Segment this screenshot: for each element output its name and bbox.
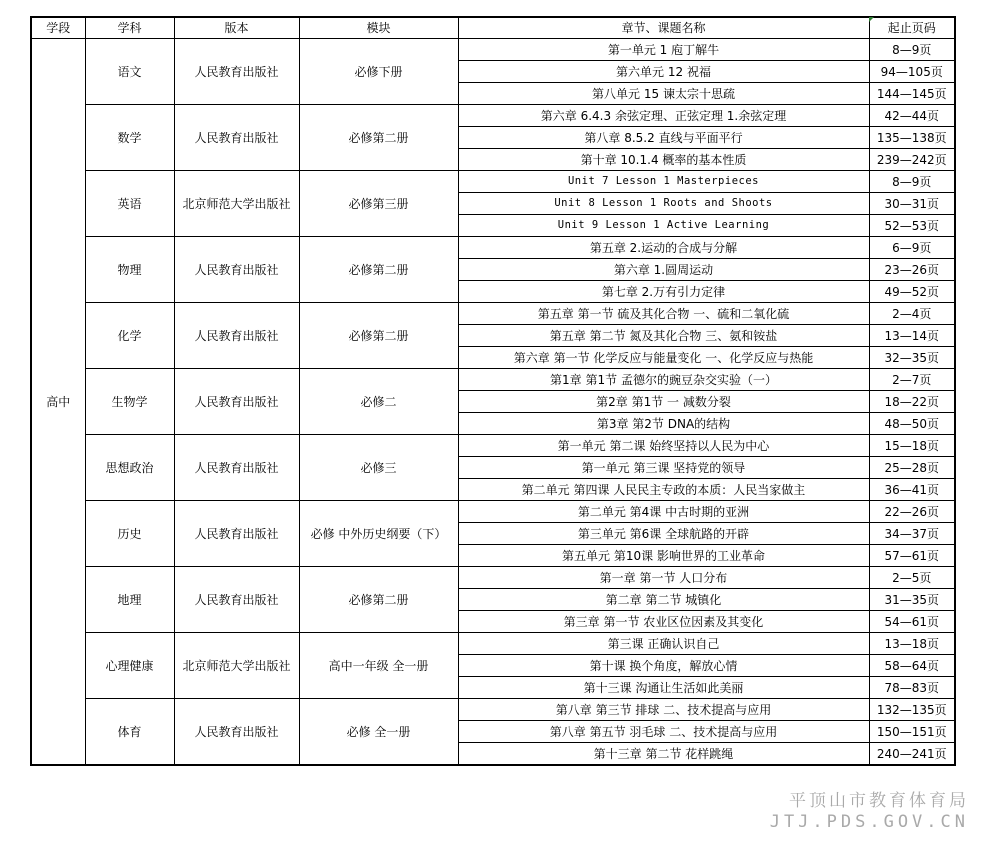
chapter-cell: 第十三课 沟通让生活如此美丽 xyxy=(458,677,869,699)
chapter-cell: 第三课 正确认识自己 xyxy=(458,633,869,655)
module-cell: 必修第二册 xyxy=(299,105,458,171)
chapter-cell: 第1章 第1节 孟德尔的豌豆杂交实验（一） xyxy=(458,369,869,391)
edition-cell: 人民教育出版社 xyxy=(174,105,299,171)
chapter-cell: 第一章 第一节 人口分布 xyxy=(458,567,869,589)
chapter-cell: 第五章 第二节 氮及其化合物 三、氨和铵盐 xyxy=(458,325,869,347)
header-row xyxy=(31,17,955,39)
chapter-cell: 第3章 第2节 DNA的结构 xyxy=(458,413,869,435)
table-row xyxy=(31,105,955,127)
chapter-cell: 第十课 换个角度，解放心情 xyxy=(458,655,869,677)
pages-cell: 8—9页 xyxy=(869,171,955,193)
chapter-cell: 第三章 第一节 农业区位因素及其变化 xyxy=(458,611,869,633)
table-row xyxy=(31,501,955,523)
pages-cell: 32—35页 xyxy=(869,347,955,369)
subject-cell: 化学 xyxy=(85,303,174,369)
pages-cell: 94—105页 xyxy=(869,61,955,83)
header-pages: 起止页码 xyxy=(869,17,955,39)
chapter-cell: 第2章 第1节 一 减数分裂 xyxy=(458,391,869,413)
edition-cell: 人民教育出版社 xyxy=(174,435,299,501)
chapter-cell: 第五单元 第10课 影响世界的工业革命 xyxy=(458,545,869,567)
module-cell: 必修下册 xyxy=(299,39,458,105)
subject-cell: 心理健康 xyxy=(85,633,174,699)
header-subject: 学科 xyxy=(85,17,174,39)
subject-cell: 历史 xyxy=(85,501,174,567)
chapter-cell: 第二单元 第4课 中古时期的亚洲 xyxy=(458,501,869,523)
module-cell: 必修三 xyxy=(299,435,458,501)
chapter-cell: 第一单元 第二课 始终坚持以人民为中心 xyxy=(458,435,869,457)
module-cell: 必修二 xyxy=(299,369,458,435)
pages-cell: 31—35页 xyxy=(869,589,955,611)
edition-cell: 人民教育出版社 xyxy=(174,39,299,105)
pages-cell: 52—53页 xyxy=(869,215,955,237)
pages-cell: 132—135页 xyxy=(869,699,955,721)
header-module: 模块 xyxy=(299,17,458,39)
pages-cell: 49—52页 xyxy=(869,281,955,303)
chapter-cell: 第八章 第五节 羽毛球 二、技术提高与应用 xyxy=(458,721,869,743)
pages-cell: 144—145页 xyxy=(869,83,955,105)
subject-cell: 思想政治 xyxy=(85,435,174,501)
edition-cell: 北京师范大学出版社 xyxy=(174,633,299,699)
pages-cell: 13—18页 xyxy=(869,633,955,655)
subject-cell: 物理 xyxy=(85,237,174,303)
pages-cell: 30—31页 xyxy=(869,193,955,215)
chapter-cell: 第八章 第三节 排球 二、技术提高与应用 xyxy=(458,699,869,721)
chapter-cell: 第六章 6.4.3 余弦定理、正弦定理 1.余弦定理 xyxy=(458,105,869,127)
pages-cell: 34—37页 xyxy=(869,523,955,545)
cell-comment-marker-icon xyxy=(869,17,874,22)
subject-cell: 生物学 xyxy=(85,369,174,435)
chapter-cell: 第六单元 12 祝福 xyxy=(458,61,869,83)
chapter-cell: 第十章 10.1.4 概率的基本性质 xyxy=(458,149,869,171)
pages-cell: 78—83页 xyxy=(869,677,955,699)
chapter-cell: 第六章 1.圆周运动 xyxy=(458,259,869,281)
table-row xyxy=(31,567,955,589)
chapter-cell: 第八单元 15 谏太宗十思疏 xyxy=(458,83,869,105)
edition-cell: 人民教育出版社 xyxy=(174,567,299,633)
chapter-cell: 第五章 第一节 硫及其化合物 一、硫和二氧化硫 xyxy=(458,303,869,325)
watermark-text: 平顶山市教育体育局 xyxy=(789,791,969,811)
chapter-cell: 第五章 2.运动的合成与分解 xyxy=(458,237,869,259)
subject-cell: 数学 xyxy=(85,105,174,171)
module-cell: 必修 全一册 xyxy=(299,699,458,766)
table-row xyxy=(31,303,955,325)
chapter-cell: 第二单元 第四课 人民民主专政的本质：人民当家做主 xyxy=(458,479,869,501)
table-row xyxy=(31,369,955,391)
edition-cell: 人民教育出版社 xyxy=(174,237,299,303)
chapter-cell: 第二章 第二节 城镇化 xyxy=(458,589,869,611)
module-cell: 必修 中外历史纲要（下） xyxy=(299,501,458,567)
pages-cell: 58—64页 xyxy=(869,655,955,677)
chapter-cell: 第七章 2.万有引力定律 xyxy=(458,281,869,303)
module-cell: 必修第二册 xyxy=(299,237,458,303)
module-cell: 必修第二册 xyxy=(299,567,458,633)
edition-cell: 北京师范大学出版社 xyxy=(174,171,299,237)
table-body xyxy=(31,39,955,766)
chapter-cell: 第一单元 第三课 坚持党的领导 xyxy=(458,457,869,479)
edition-cell: 人民教育出版社 xyxy=(174,501,299,567)
module-cell: 必修第三册 xyxy=(299,171,458,237)
table-row xyxy=(31,435,955,457)
chapter-cell: 第十三章 第二节 花样跳绳 xyxy=(458,743,869,766)
chapter-cell: 第八章 8.5.2 直线与平面平行 xyxy=(458,127,869,149)
stage-cell: 高中 xyxy=(31,39,85,766)
module-cell: 高中一年级 全一册 xyxy=(299,633,458,699)
table-row xyxy=(31,237,955,259)
pages-cell: 54—61页 xyxy=(869,611,955,633)
schedule-table xyxy=(30,16,956,766)
pages-cell: 13—14页 xyxy=(869,325,955,347)
pages-cell: 18—22页 xyxy=(869,391,955,413)
pages-cell: 135—138页 xyxy=(869,127,955,149)
subject-cell: 英语 xyxy=(85,171,174,237)
edition-cell: 人民教育出版社 xyxy=(174,369,299,435)
chapter-cell: 第六章 第一节 化学反应与能量变化 一、化学反应与热能 xyxy=(458,347,869,369)
pages-cell: 36—41页 xyxy=(869,479,955,501)
pages-cell: 2—7页 xyxy=(869,369,955,391)
pages-cell: 8—9页 xyxy=(869,39,955,61)
chapter-cell: 第一单元 1 庖丁解牛 xyxy=(458,39,869,61)
table-row xyxy=(31,171,955,193)
subject-cell: 语文 xyxy=(85,39,174,105)
table-row xyxy=(31,39,955,61)
subject-cell: 体育 xyxy=(85,699,174,766)
pages-cell: 23—26页 xyxy=(869,259,955,281)
pages-cell: 57—61页 xyxy=(869,545,955,567)
pages-cell: 15—18页 xyxy=(869,435,955,457)
pages-cell: 2—5页 xyxy=(869,567,955,589)
watermark-url: JTJ.PDS.GOV.CN xyxy=(769,812,969,832)
pages-cell: 48—50页 xyxy=(869,413,955,435)
chapter-cell: Unit 8 Lesson 1 Roots and Shoots xyxy=(458,193,869,215)
pages-cell: 42—44页 xyxy=(869,105,955,127)
chapter-cell: 第三单元 第6课 全球航路的开辟 xyxy=(458,523,869,545)
table-row xyxy=(31,633,955,655)
chapter-cell: Unit 7 Lesson 1 Masterpieces xyxy=(458,171,869,193)
pages-cell: 150—151页 xyxy=(869,721,955,743)
chapter-cell: Unit 9 Lesson 1 Active Learning xyxy=(458,215,869,237)
pages-cell: 6—9页 xyxy=(869,237,955,259)
pages-cell: 240—241页 xyxy=(869,743,955,766)
header-stage: 学段 xyxy=(31,17,85,39)
table-row xyxy=(31,699,955,721)
edition-cell: 人民教育出版社 xyxy=(174,699,299,766)
subject-cell: 地理 xyxy=(85,567,174,633)
header-edition: 版本 xyxy=(174,17,299,39)
pages-cell: 22—26页 xyxy=(869,501,955,523)
pages-cell: 2—4页 xyxy=(869,303,955,325)
module-cell: 必修第二册 xyxy=(299,303,458,369)
edition-cell: 人民教育出版社 xyxy=(174,303,299,369)
pages-cell: 239—242页 xyxy=(869,149,955,171)
header-chapter: 章节、课题名称 xyxy=(458,17,869,39)
pages-cell: 25—28页 xyxy=(869,457,955,479)
